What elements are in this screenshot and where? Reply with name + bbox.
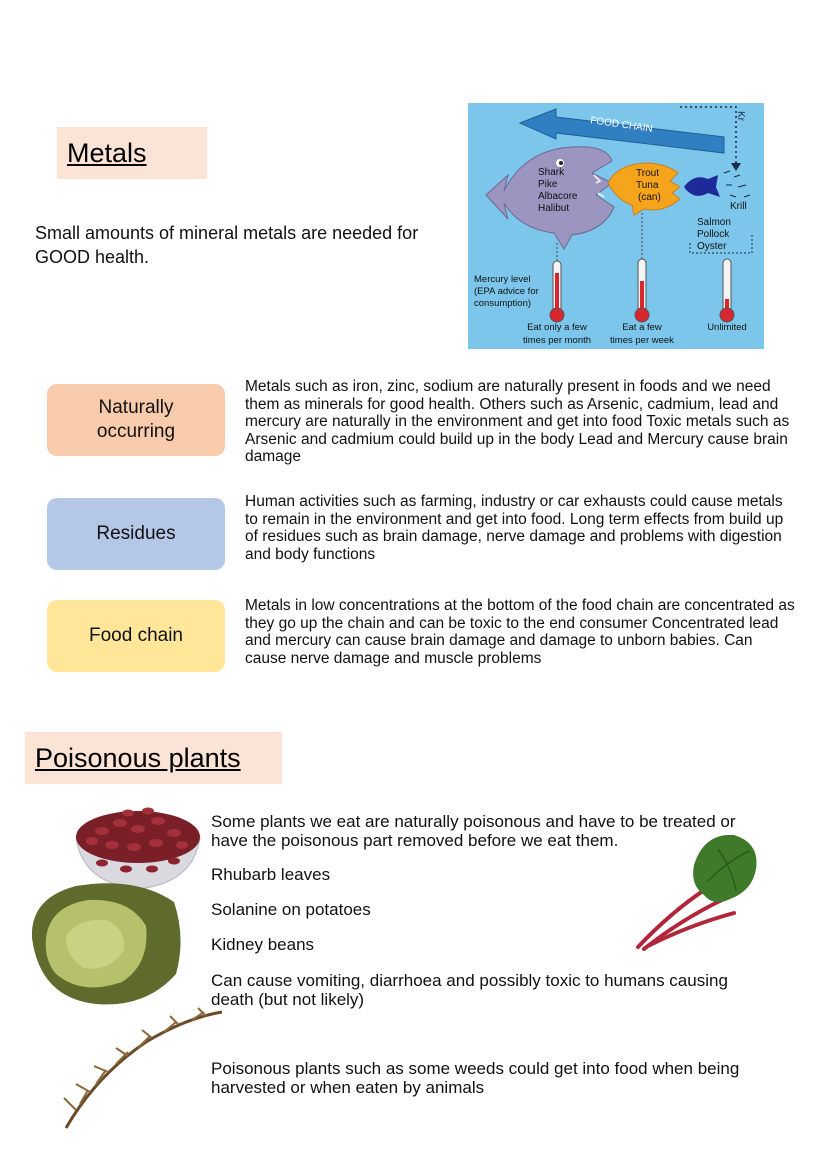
svg-text:Halibut: Halibut bbox=[538, 203, 570, 214]
svg-text:Salmon: Salmon bbox=[697, 217, 731, 228]
naturally-occurring-label: Naturally occurring bbox=[47, 384, 225, 456]
svg-text:Shark: Shark bbox=[538, 167, 565, 178]
svg-text:Unlimited: Unlimited bbox=[707, 322, 747, 333]
residues-label: Residues bbox=[47, 498, 225, 570]
krill-top-label: Kr bbox=[735, 111, 746, 121]
naturally-occurring-text: Metals such as iron, zinc, sodium are naturally present in foods and we need them as minerals for good health. Others such as Arsenic, cadmium, lead and mercury are naturally in the environment and get into food Toxic metals such as Arsenic and cadmium could build up in the body Lead and Mercury cause brain damage bbox=[245, 378, 790, 465]
trout-fish-names bbox=[636, 168, 661, 203]
weed-image bbox=[56, 1006, 226, 1134]
food-chain-label: FOOD CHAIN bbox=[589, 115, 654, 135]
green-potato-image bbox=[26, 878, 186, 1010]
krill-label: Krill bbox=[730, 201, 747, 212]
small-fish-names bbox=[697, 217, 731, 252]
svg-text:Pollock: Pollock bbox=[697, 229, 730, 240]
food-chain-label: Food chain bbox=[47, 600, 225, 672]
svg-text:Oyster: Oyster bbox=[697, 241, 727, 252]
food-chain-diagram bbox=[468, 103, 764, 349]
svg-text:Tuna: Tuna bbox=[636, 180, 659, 191]
metals-intro: Small amounts of mineral metals are needed for GOOD health. bbox=[35, 223, 419, 267]
svg-text:times per month: times per month bbox=[522, 335, 592, 346]
plant-item-solanine: Solanine on potatoes bbox=[211, 900, 371, 919]
poisonous-plants-heading bbox=[25, 732, 282, 784]
food-chain-text: Metals in low concentrations at the bottom of the food chain are concentrated as they go up the chain and can be toxic to the end consumer Concentrated lead and mercury can cause brain damage and damage to unborn babies. Can cause nerve damage and muscle problems bbox=[245, 597, 795, 667]
svg-text:Eat only a few: Eat only a few bbox=[527, 322, 587, 333]
svg-text:(EPA advice for: (EPA advice for bbox=[474, 286, 539, 297]
poisonous-effects-text: Can cause vomiting, diarrhoea and possibly toxic to humans causing death (but not likely) bbox=[211, 971, 728, 1009]
mercury-level-label bbox=[474, 274, 539, 309]
plant-item-kidney-beans: Kidney beans bbox=[211, 935, 315, 954]
metals-heading-text: Metals bbox=[67, 137, 147, 168]
svg-text:Mercury level: Mercury level bbox=[474, 274, 531, 285]
weeds-text: Poisonous plants such as some weeds could get into food when being harvested or when eaten by animals bbox=[211, 1059, 740, 1097]
poisonous-plants-intro: Some plants we eat are naturally poisonous and have to be treated or have the poisonous part removed before we eat them. bbox=[211, 812, 736, 850]
svg-text:(can): (can) bbox=[638, 192, 661, 203]
svg-text:Trout: Trout bbox=[636, 168, 659, 179]
svg-text:times per week: times per week bbox=[610, 335, 674, 346]
metals-heading bbox=[57, 127, 207, 179]
svg-text:consumption): consumption) bbox=[474, 298, 532, 309]
plant-item-rhubarb: Rhubarb leaves bbox=[211, 865, 331, 884]
poisonous-plants-heading-text: Poisonous plants bbox=[35, 742, 241, 773]
svg-text:Eat a few: Eat a few bbox=[622, 322, 662, 333]
svg-text:Pike: Pike bbox=[538, 179, 558, 190]
svg-text:Albacore: Albacore bbox=[538, 191, 578, 202]
residues-text: Human activities such as farming, industry or car exhausts could cause metals to remain in the environment and get into food. Long term effects from build up of residues such as brain damage, nerve damage and problems with digestion and body functions bbox=[245, 493, 784, 563]
